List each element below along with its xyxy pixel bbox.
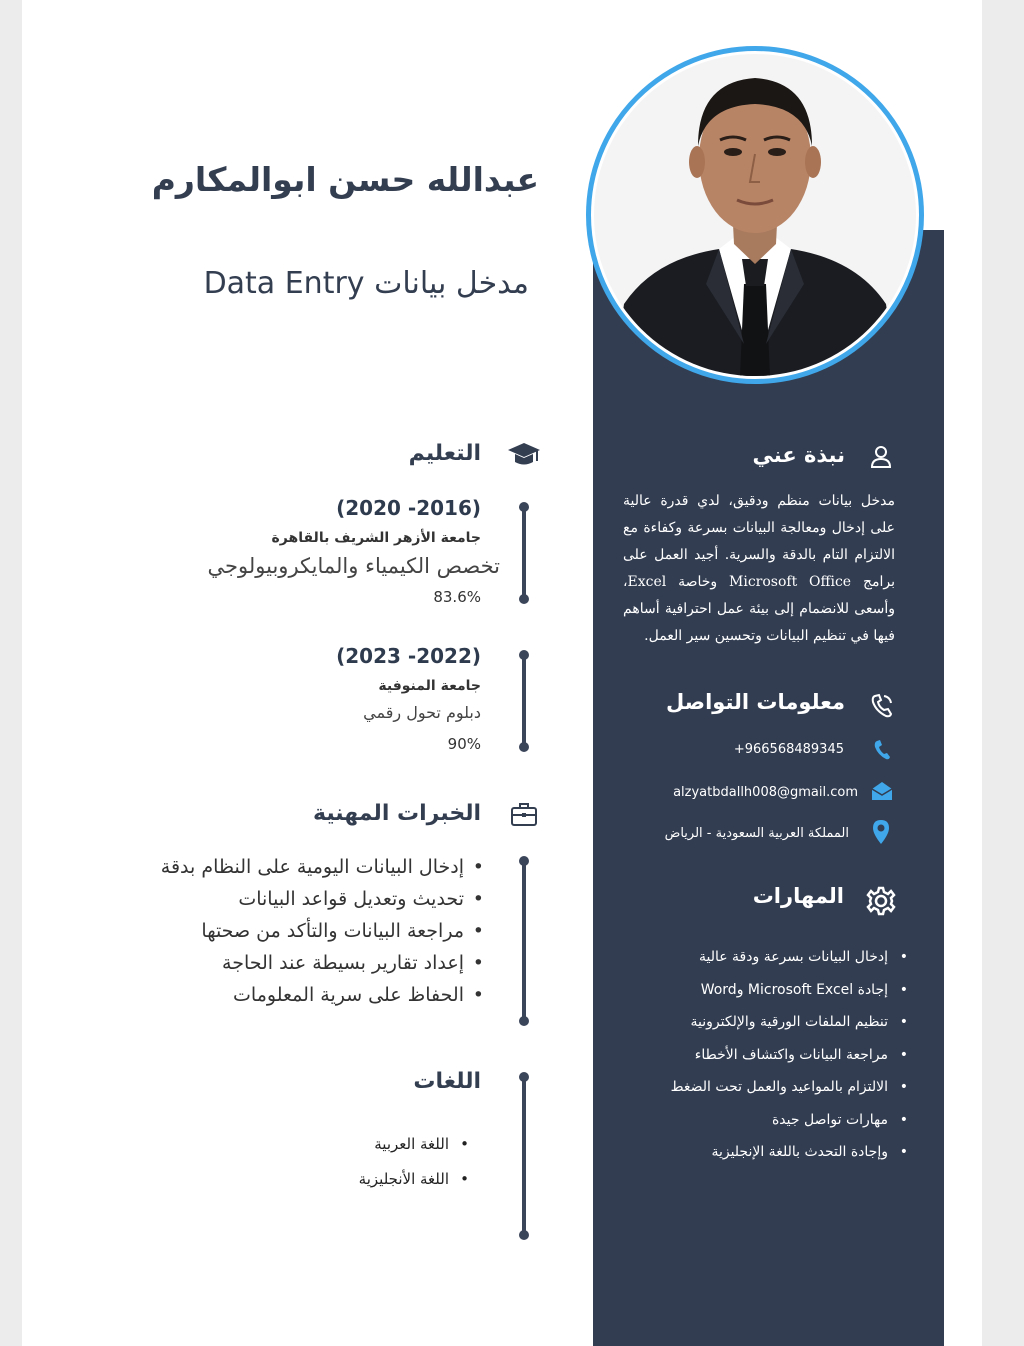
list-item: • تنظيم الملفات الورقية والإلكترونية <box>671 1006 910 1039</box>
education-grade: 90% <box>447 735 481 753</box>
phone-contact-icon <box>870 693 894 723</box>
education-years: (2023 -2022) <box>336 644 481 668</box>
languages-timeline <box>522 1076 526 1236</box>
education-years: (2020 -2016) <box>336 496 481 520</box>
list-item: • اللغة الأنجليزية <box>359 1162 471 1197</box>
education-grade: 83.6% <box>433 588 481 606</box>
list-item: • اللغة العربية <box>359 1127 471 1162</box>
gear-icon <box>866 886 896 920</box>
experience-list <box>161 851 486 1011</box>
list-item: • الحفاظ على سرية المعلومات <box>161 979 486 1011</box>
contact-email: alzyatbdallh008@gmail.com <box>673 785 858 800</box>
education-major: دبلوم تحول رقمي <box>363 703 481 722</box>
skills-title: المهارات <box>752 884 844 908</box>
languages-title: اللغات <box>413 1069 481 1094</box>
phone-icon <box>873 739 891 765</box>
list-item: • إدخال البيانات بسرعة ودقة عالية <box>671 941 910 974</box>
contact-phone: +966568489345 <box>733 742 844 757</box>
about-text: مدخل بيانات منظم ودقيق، لدي قدرة عالية على إدخال ومعالجة البيانات بسرعة وكفاءة مع الالتزام التام بالدقة والسرية. أجيد العمل على برامج Microsoft Office وخاصة Excel، وأسعى للانضمام إلى بيئة عمل احترافية أساهم فيها في تنظيم البيانات وتحسين سير العمل. <box>623 493 895 644</box>
education-major: تخصص الكيمياء والمايكروبيولوجي <box>207 554 500 578</box>
languages-list <box>359 1127 471 1197</box>
education-timeline-1 <box>522 506 526 600</box>
list-item: • وإجادة التحدث باللغة الإنجليزية <box>671 1136 910 1169</box>
location-pin-icon <box>872 819 890 849</box>
contact-location: المملكة العربية السعودية - الرياض <box>664 826 849 841</box>
job-title: مدخل بيانات Data Entry <box>203 266 529 301</box>
candidate-name: عبدالله حسن ابوالمكارم <box>151 160 539 199</box>
profile-photo <box>586 46 924 384</box>
list-item: • مراجعة البيانات واكتشاف الأخطاء <box>671 1039 910 1072</box>
graduation-cap-icon <box>506 441 542 473</box>
contact-title: معلومات التواصل <box>666 690 845 714</box>
about-title: نبذة عني <box>752 443 845 467</box>
experience-title: الخبرات المهنية <box>312 801 481 826</box>
list-item: • مراجعة البيانات والتأكد من صحتها <box>161 915 486 947</box>
list-item: • إعداد تقارير بسيطة عند الحاجة <box>161 947 486 979</box>
education-timeline-2 <box>522 654 526 748</box>
email-icon <box>871 781 893 805</box>
list-item: • الالتزام بالمواعيد والعمل تحت الضغط <box>671 1071 910 1104</box>
list-item: • تحديث وتعديل قواعد البيانات <box>161 883 486 915</box>
education-university: جامعة الأزهر الشريف بالقاهرة <box>271 530 481 546</box>
skills-list <box>671 941 910 1169</box>
education-university: جامعة المنوفية <box>378 678 481 694</box>
list-item: • إدخال البيانات اليومية على النظام بدقة <box>161 851 486 883</box>
user-icon <box>870 445 892 473</box>
list-item: • مهارات تواصل جيدة <box>671 1104 910 1137</box>
briefcase-icon <box>510 801 538 831</box>
list-item: • إجادة Microsoft Excel وWord <box>671 974 910 1007</box>
education-title: التعليم <box>408 441 481 466</box>
experience-timeline <box>522 860 526 1022</box>
